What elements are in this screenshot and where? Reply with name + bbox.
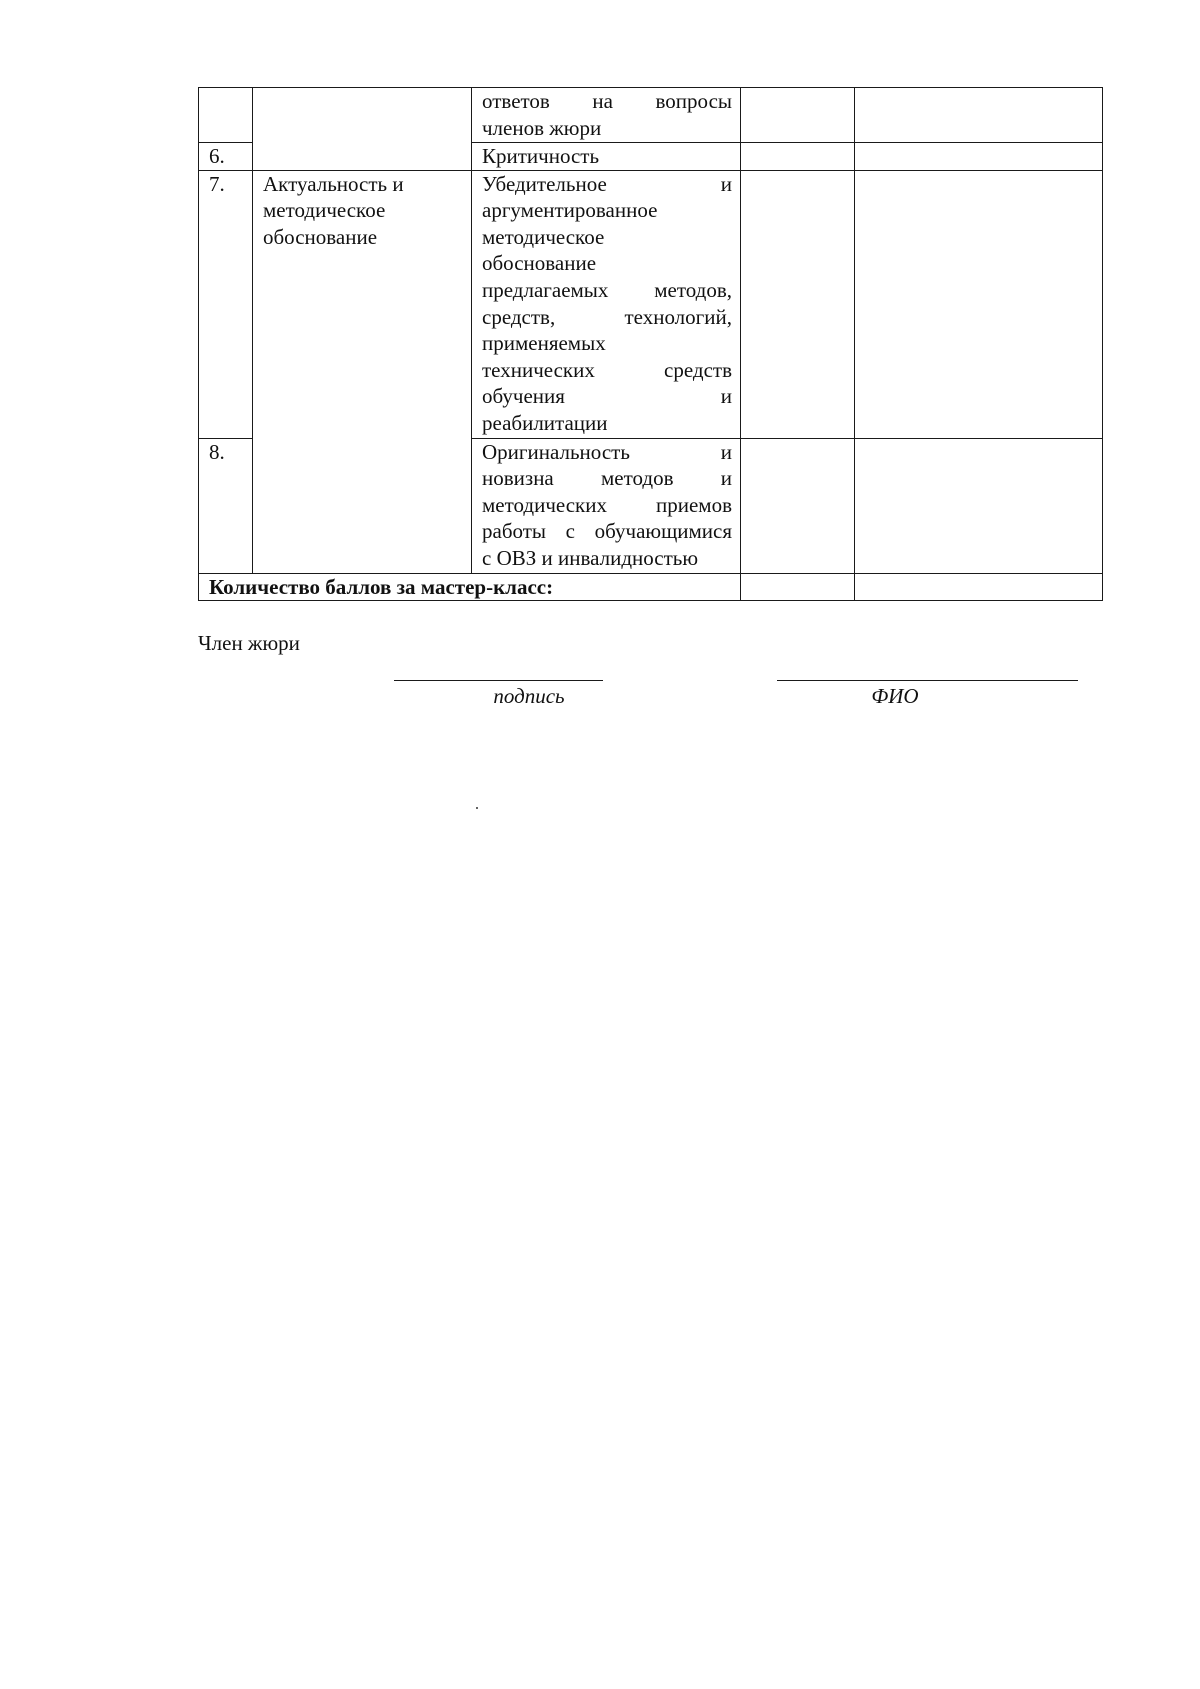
row-number: 6. — [199, 143, 253, 171]
criterion-cell — [253, 170, 472, 573]
score-cell — [741, 170, 855, 438]
indicator-cell — [472, 170, 741, 438]
criterion-line: Актуальность и — [263, 171, 404, 196]
total-score-cell — [741, 573, 855, 601]
indicator-line: обучения и — [482, 384, 732, 409]
indicator-line: предлагаемых методов, — [482, 277, 732, 302]
indicator-line: методическое — [482, 224, 605, 249]
criterion-line: методическое — [263, 198, 386, 223]
indicator-line: новизна методов и — [482, 466, 732, 491]
indicator-line: членов жюри — [482, 115, 602, 140]
comment-cell — [855, 170, 1103, 438]
indicator-line: Критичность — [482, 144, 600, 168]
score-cell — [741, 88, 855, 143]
row-number — [199, 88, 253, 143]
indicator-cell — [472, 88, 741, 143]
jury-member-label: Член жюри — [198, 631, 300, 655]
indicator-line: работы с обучающимися — [482, 519, 732, 544]
score-cell — [741, 143, 855, 171]
indicator-line: реабилитации — [482, 410, 608, 435]
table-row — [199, 170, 1103, 438]
indicator-line: технических средств — [482, 357, 732, 382]
name-line — [777, 680, 1078, 681]
indicator-cell — [472, 143, 741, 171]
name-caption: ФИО — [871, 684, 919, 708]
indicator-line: Убедительное и — [482, 171, 732, 196]
row-number: 8. — [199, 438, 253, 573]
criterion-cell — [253, 88, 472, 171]
comment-cell — [855, 438, 1103, 573]
indicator-line: применяемых — [482, 331, 606, 356]
total-row — [199, 573, 1103, 601]
total-comment-cell — [855, 573, 1103, 601]
signature-caption: подпись — [493, 684, 565, 708]
indicator-line: средств, технологий, — [482, 304, 732, 329]
indicator-line: с ОВЗ и инвалидностью — [482, 545, 699, 570]
comment-cell — [855, 143, 1103, 171]
score-cell — [741, 438, 855, 573]
evaluation-table — [198, 87, 1103, 601]
indicator-line: обоснование — [482, 251, 597, 276]
scan-speck — [476, 807, 478, 809]
indicator-line: методических приемов — [482, 492, 732, 517]
signature-line — [394, 680, 603, 681]
row-number: 7. — [199, 170, 253, 438]
indicator-cell — [472, 438, 741, 573]
indicator-line: ответов на вопросы — [482, 89, 732, 113]
criterion-line: обоснование — [263, 224, 378, 249]
total-label: Количество баллов за мастер-класс: — [199, 573, 741, 601]
indicator-line: Оригинальность и — [482, 439, 732, 464]
indicator-line: аргументированное — [482, 198, 658, 223]
table-row — [199, 88, 1103, 143]
comment-cell — [855, 88, 1103, 143]
